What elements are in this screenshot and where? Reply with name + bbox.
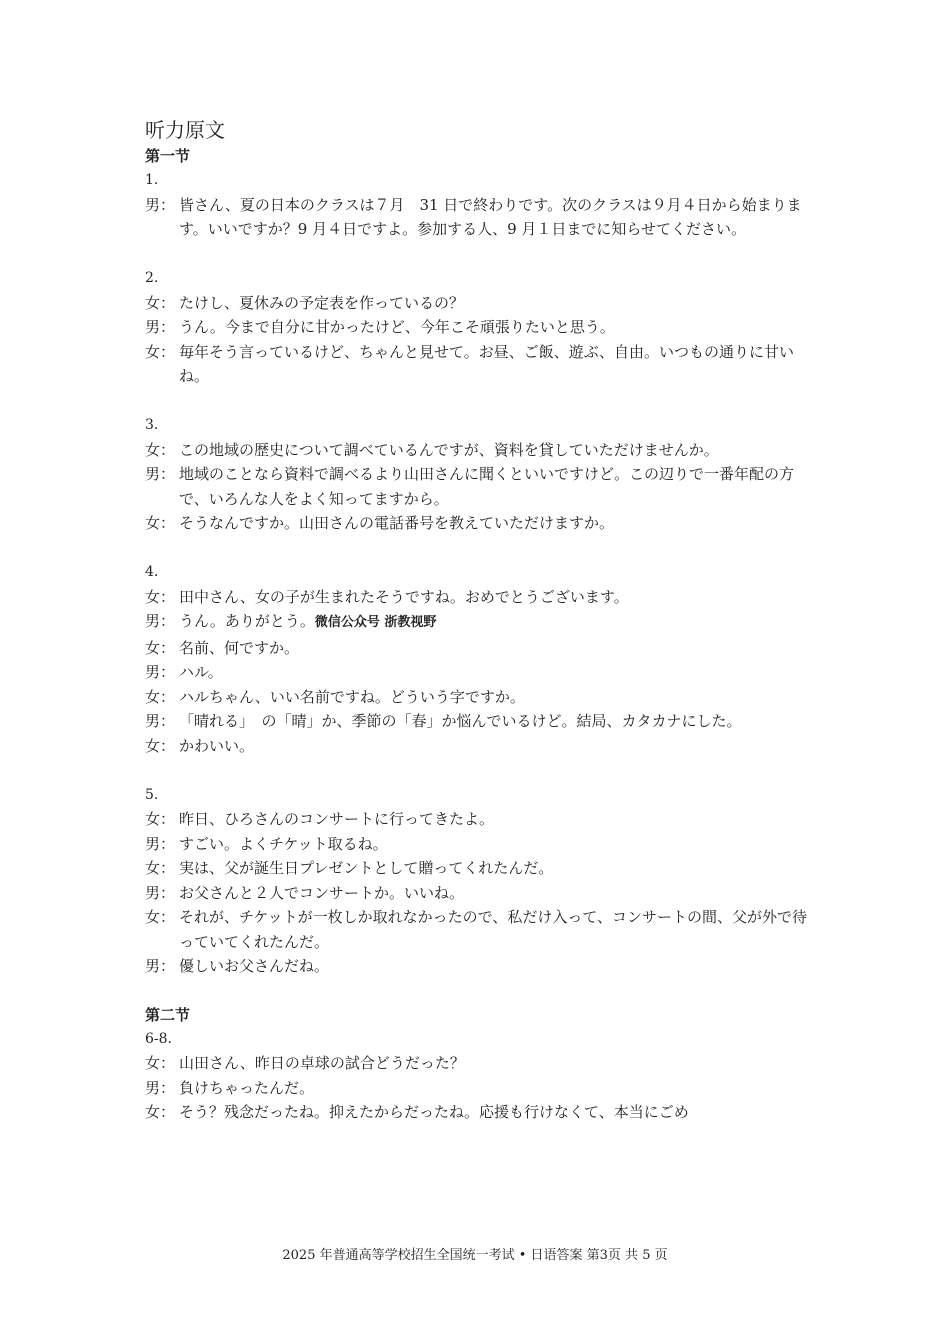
dialogue-line	[145, 291, 810, 316]
speaker-label: 女：	[145, 342, 176, 361]
speaker-label: 女：	[145, 638, 176, 657]
speaker-label: 女：	[145, 440, 176, 459]
dialogue-line	[145, 462, 810, 511]
speaker-label: 男：	[145, 318, 176, 336]
watermark-note: 微信公众号 浙教视野	[314, 615, 437, 630]
speaker-label: 男：	[145, 883, 176, 902]
dialogue-line	[145, 734, 810, 759]
question-number-5: 5.	[145, 786, 159, 803]
speaker-label: 女：	[145, 736, 176, 755]
speaker-label: 女：	[145, 587, 176, 606]
dialogue-line	[145, 193, 810, 242]
speaker-label: 女：	[145, 1054, 176, 1072]
dialogue-text: 名前、何ですか。	[179, 638, 300, 657]
dialogue-text: 実は、父が誕生日プレゼントとして贈ってくれたんだ。	[179, 859, 554, 877]
dialogue-line	[145, 807, 810, 832]
dialogue-line	[145, 609, 810, 636]
speaker-label: 男：	[145, 465, 176, 483]
page-title: 听力原文	[145, 118, 225, 142]
speaker-label: 女：	[145, 859, 176, 877]
speaker-label: 男：	[145, 612, 176, 630]
speaker-label: 女：	[145, 293, 176, 312]
speaker-label: 女：	[145, 1103, 176, 1121]
dialogue-text: ハルちゃん、いい名前ですね。どういう字ですか。	[179, 687, 525, 706]
question-number-2: 2.	[145, 270, 159, 286]
dialogue-line	[145, 511, 810, 536]
dialogue-text: 毎年そう言っているけど、ちゃんと見せて。お昼、ご飯、遊ぶ、自由。いつもの通りに甘いね。	[179, 342, 795, 385]
speaker-label: 女：	[145, 687, 176, 706]
dialogue-text: 負けちゃったんだ。	[179, 1078, 315, 1097]
dialogue-text: ハル。	[179, 663, 223, 681]
dialogue-text: お父さんと２人でコンサートか。いいね。	[179, 883, 465, 902]
dialogue-text: 田中さん、女の子が生まれたそうですね。おめでとうございます。	[179, 587, 629, 606]
dialogue-line	[145, 1100, 810, 1125]
speaker-label: 男：	[145, 195, 176, 214]
speaker-label: 女：	[145, 908, 176, 926]
page-footer: 2025 年普通高等学校招生全国统一考试 • 日语答案 第3页 共 5 页	[282, 1248, 668, 1263]
question-number-4: 4.	[145, 564, 159, 580]
question-number-1: 1.	[145, 172, 159, 188]
dialogue-text: 皆さん、夏の日本のクラスは７月 31 日で終わりです。次のクラスは９月４日から始まります。いいですか？9 月４日ですよ。参加する人、9 月１日までに知らせてください。	[179, 195, 802, 238]
speaker-label: 男：	[145, 1078, 176, 1097]
section-heading-1: 第一节	[145, 147, 191, 165]
dialogue-text: そう？残念だったね。抑えたからだったね。応援も行けなくて、本当にごめ	[179, 1103, 689, 1121]
question-number-3: 3.	[145, 417, 159, 433]
dialogue-line	[145, 881, 810, 906]
dialogue-line	[145, 954, 810, 979]
dialogue-line	[145, 905, 810, 954]
dialogue-line	[145, 1076, 810, 1101]
section-heading-2: 第二节	[145, 1005, 191, 1024]
speaker-label: 女：	[145, 810, 176, 828]
dialogue-text: うん。今まで自分に甘かったけど、今年こそ頑張りたいと思う。	[179, 318, 615, 336]
dialogue-text: 優しいお父さんだね。	[179, 957, 330, 975]
dialogue-line	[145, 315, 810, 340]
dialogue-text: 山田さん、昨日の卓球の試合どうだった？	[179, 1054, 465, 1072]
dialogue-line	[145, 1051, 810, 1076]
dialogue-text	[179, 609, 810, 636]
dialogue-line	[145, 340, 810, 389]
dialogue-text: 地域のことなら資料で調べるより山田さんに聞くといいですけど。この辺りで一番年配の方で、いろんな人をよく知ってますから。	[179, 465, 795, 508]
speaker-label: 女：	[145, 514, 176, 532]
dialogue-line	[145, 438, 810, 463]
dialogue-text: かわいい。	[179, 736, 255, 755]
speaker-label: 男：	[145, 712, 176, 730]
document-body	[145, 116, 810, 1125]
dialogue-text: そうなんですか。山田さんの電話番号を教えていただけますか。	[179, 514, 615, 532]
speaker-label: 男：	[145, 663, 176, 681]
dialogue-text: すごい。よくチケット取るね。	[179, 834, 388, 853]
dialogue-line	[145, 856, 810, 881]
dialogue-line	[145, 585, 810, 610]
dialogue-line	[145, 709, 810, 734]
dialogue-text: 「晴れる」 の「晴」か、季節の「春」か悩んでいるけど。結局、カタカナにした。	[179, 712, 742, 730]
dialogue-line	[145, 832, 810, 857]
dialogue-line	[145, 685, 810, 710]
dialogue-text: それが、チケットが一枚しか取れなかったので、私だけ入って、コンサートの間、父が外で待っていてくれたんだ。	[179, 908, 808, 951]
dialogue-text: この地域の歴史について調べているんですが、資料を貸していただけませんか。	[179, 440, 719, 459]
question-number-6-8: 6-8.	[145, 1030, 172, 1047]
dialogue-text: たけし、夏休みの予定表を作っているの？	[179, 293, 465, 312]
speaker-label: 男：	[145, 834, 176, 853]
dialogue-line	[145, 660, 810, 685]
dialogue-line	[145, 636, 810, 661]
dialogue-text: 昨日、ひろさんのコンサートに行ってきたよ。	[179, 810, 495, 828]
speaker-label: 男：	[145, 957, 176, 975]
dialogue-text-main: うん。ありがとう。	[179, 612, 315, 630]
